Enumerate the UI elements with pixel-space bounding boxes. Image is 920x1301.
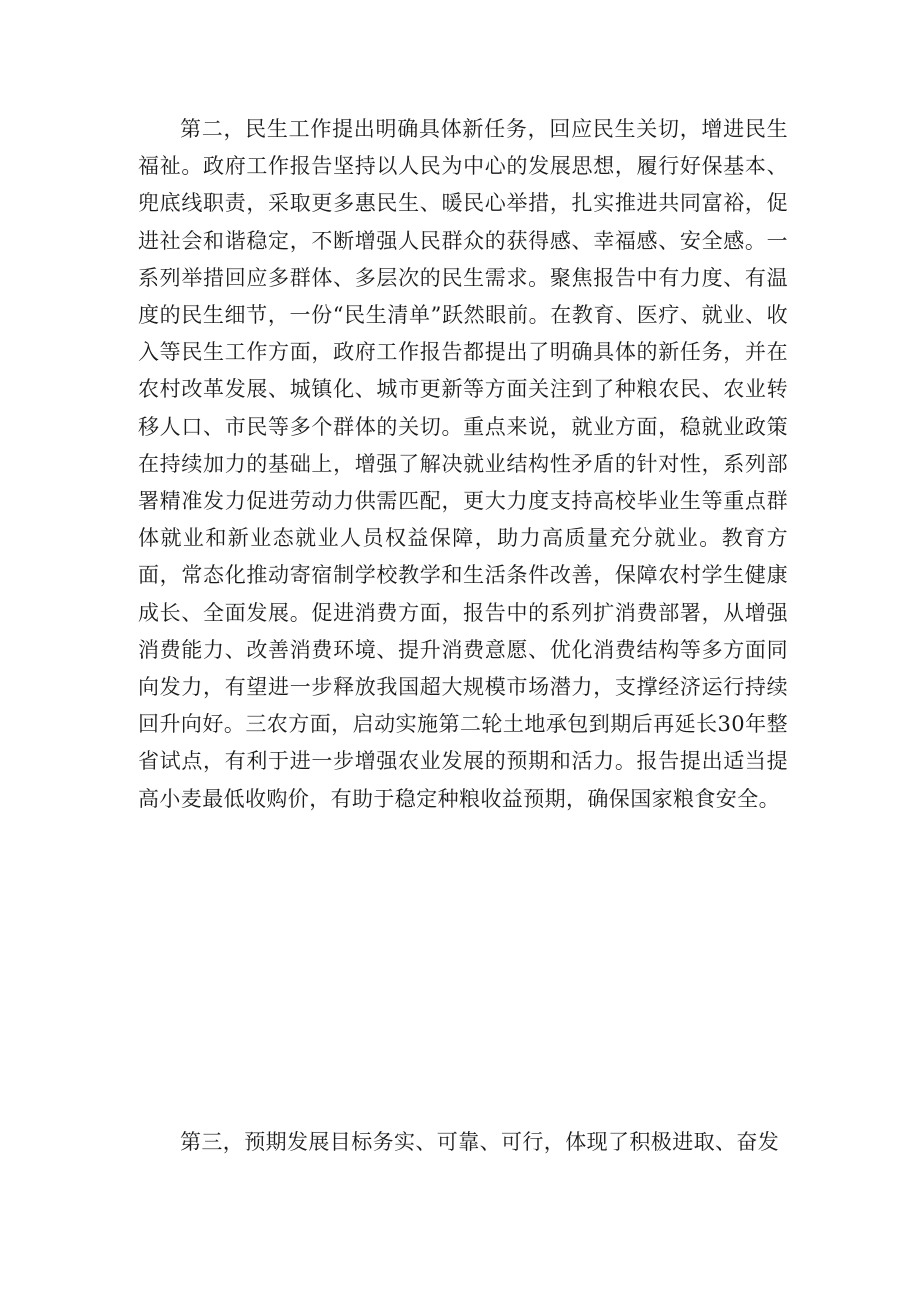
paragraph-development-goals: 第三，预期发展目标务实、可靠、可行，体现了积极进取、奋发: [180, 1130, 780, 1154]
paragraph-livelihood: 第二，民生工作提出明确具体新任务，回应民生关切，增进民生福祉。政府工作报告坚持以人民为中心的发展思想，履行好保基本、兜底线职责，采取更多惠民生、暖民心举措，扎实推进共同富裕，促进社会和谐稳定，不断增强人民群众的获得感、幸福感、安全感。一系列举措回应多群体、多层次的民生需求。聚焦报告中有力度、有温度的民生细节，一份“民生清单”跃然眼前。在教育、医疗、就业、收入等民生工作方面，政府工作报告都提出了明确具体的新任务，并在农村改革发展、城镇化、城市更新等方面关注到了种粮农民、农业转移人口、市民等多个群体的关切。重点来说，就业方面，稳就业政策在持续加力的基础上，增强了解决就业结构性矛盾的针对性，系列部署精准发力促进劳动力供需匹配，更大力度支持高校毕业生等重点群体就业和新业态就业人员权益保障，助力高质量充分就业。教育方面，常态化推动寄宿制学校教学和生活条件改善，保障农村学生健康成长、全面发展。促进消费方面，报告中的系列扩消费部署，从增强消费能力、改善消费环境、提升消费意愿、优化消费结构等多方面同向发力，有望进一步释放我国超大规模市场潜力，支撑经济运行持续回升向好。三农方面，启动实施第二轮土地承包到期后再延长30年整省试点，有利于进一步增强农业发展的预期和活力。报告提出适当提高小麦最低收购价，有助于稳定种粮收益预期，确保国家粮食安全。: [138, 117, 788, 811]
